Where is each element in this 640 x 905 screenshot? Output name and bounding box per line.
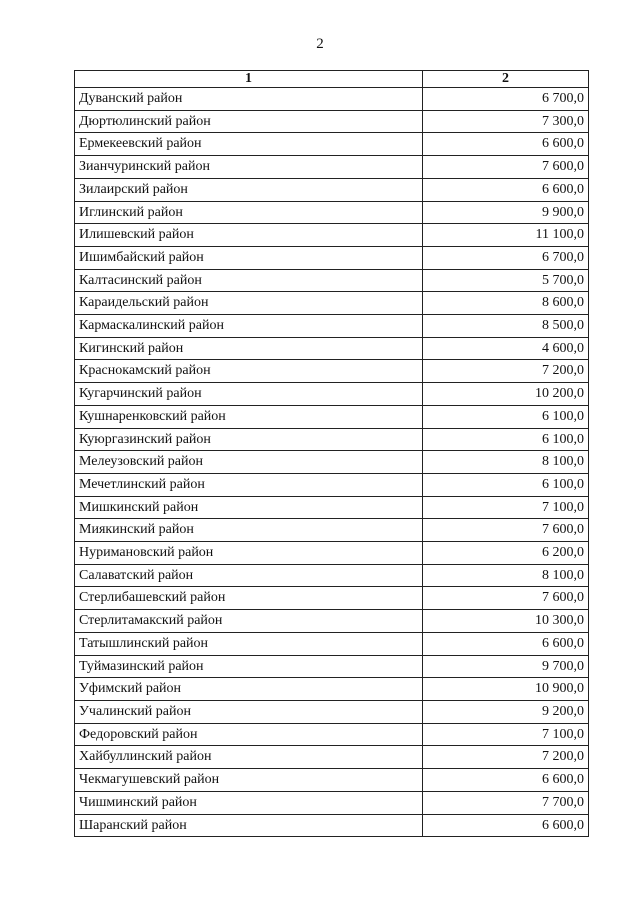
amount-cell: 7 600,0	[423, 587, 589, 610]
amount-cell: 8 100,0	[423, 564, 589, 587]
table-row	[75, 428, 589, 451]
district-name-cell: Чекмагушевский район	[75, 769, 423, 792]
page-number: 2	[316, 36, 324, 52]
district-name-cell: Ишимбайский район	[75, 246, 423, 269]
table-row	[75, 178, 589, 201]
district-name-cell: Стерлибашевский район	[75, 587, 423, 610]
table-row	[75, 723, 589, 746]
table-header-row	[75, 71, 589, 88]
district-name-cell: Мечетлинский район	[75, 473, 423, 496]
table-row	[75, 496, 589, 519]
district-name-cell: Краснокамский район	[75, 360, 423, 383]
table-row	[75, 383, 589, 406]
table-row	[75, 610, 589, 633]
district-name-cell: Мишкинский район	[75, 496, 423, 519]
district-name-cell: Кугарчинский район	[75, 383, 423, 406]
amount-cell: 11 100,0	[423, 224, 589, 247]
amount-cell: 10 900,0	[423, 678, 589, 701]
district-name-cell: Салаватский район	[75, 564, 423, 587]
amount-cell: 7 100,0	[423, 496, 589, 519]
amount-cell: 6 600,0	[423, 133, 589, 156]
amount-cell: 4 600,0	[423, 337, 589, 360]
district-name-cell: Калтасинский район	[75, 269, 423, 292]
district-name-cell: Нуримановский район	[75, 542, 423, 565]
table-row	[75, 110, 589, 133]
table-row	[75, 519, 589, 542]
amount-cell: 9 200,0	[423, 700, 589, 723]
amount-cell: 7 100,0	[423, 723, 589, 746]
amount-cell: 6 700,0	[423, 88, 589, 111]
district-name-cell: Кармаскалинский район	[75, 315, 423, 338]
amount-cell: 6 700,0	[423, 246, 589, 269]
table-row	[75, 246, 589, 269]
district-name-cell: Зианчуринский район	[75, 156, 423, 179]
table-row	[75, 473, 589, 496]
amount-cell: 10 300,0	[423, 610, 589, 633]
district-name-cell: Шаранский район	[75, 814, 423, 837]
amount-cell: 6 600,0	[423, 178, 589, 201]
table-row	[75, 360, 589, 383]
district-name-cell: Зилаирский район	[75, 178, 423, 201]
district-name-cell: Иглинский район	[75, 201, 423, 224]
table-row	[75, 133, 589, 156]
amount-cell: 7 200,0	[423, 360, 589, 383]
table-row	[75, 655, 589, 678]
district-name-cell: Дюртюлинский район	[75, 110, 423, 133]
district-name-cell: Федоровский район	[75, 723, 423, 746]
table-row	[75, 700, 589, 723]
table-row	[75, 791, 589, 814]
table-row	[75, 201, 589, 224]
amount-cell: 6 600,0	[423, 814, 589, 837]
amount-cell: 7 200,0	[423, 746, 589, 769]
column-header-1: 1	[75, 71, 423, 88]
table-row	[75, 814, 589, 837]
amount-cell: 7 600,0	[423, 156, 589, 179]
table-row	[75, 405, 589, 428]
district-name-cell: Караидельский район	[75, 292, 423, 315]
amount-cell: 8 100,0	[423, 451, 589, 474]
amount-cell: 6 600,0	[423, 769, 589, 792]
amount-cell: 6 200,0	[423, 542, 589, 565]
table-row	[75, 88, 589, 111]
table-row	[75, 269, 589, 292]
amount-cell: 7 600,0	[423, 519, 589, 542]
amount-cell: 5 700,0	[423, 269, 589, 292]
table-row	[75, 769, 589, 792]
column-header-2: 2	[423, 71, 589, 88]
table-row	[75, 451, 589, 474]
table-row	[75, 156, 589, 179]
district-name-cell: Туймазинский район	[75, 655, 423, 678]
district-name-cell: Илишевский район	[75, 224, 423, 247]
table-row	[75, 224, 589, 247]
district-name-cell: Куюргазинский район	[75, 428, 423, 451]
table-row	[75, 678, 589, 701]
table-body	[75, 88, 589, 837]
table-row	[75, 564, 589, 587]
table-row	[75, 632, 589, 655]
district-name-cell: Кушнаренковский район	[75, 405, 423, 428]
district-name-cell: Стерлитамакский район	[75, 610, 423, 633]
amount-cell: 8 500,0	[423, 315, 589, 338]
amount-cell: 6 100,0	[423, 428, 589, 451]
district-name-cell: Учалинский район	[75, 700, 423, 723]
district-name-cell: Уфимский район	[75, 678, 423, 701]
amount-cell: 6 600,0	[423, 632, 589, 655]
district-name-cell: Хайбуллинский район	[75, 746, 423, 769]
amount-cell: 8 600,0	[423, 292, 589, 315]
district-name-cell: Ермекеевский район	[75, 133, 423, 156]
district-name-cell: Кигинский район	[75, 337, 423, 360]
amount-cell: 9 700,0	[423, 655, 589, 678]
district-name-cell: Татышлинский район	[75, 632, 423, 655]
district-name-cell: Дуванский район	[75, 88, 423, 111]
amount-cell: 6 100,0	[423, 405, 589, 428]
amount-cell: 9 900,0	[423, 201, 589, 224]
amount-cell: 10 200,0	[423, 383, 589, 406]
district-name-cell: Мелеузовский район	[75, 451, 423, 474]
amount-cell: 7 700,0	[423, 791, 589, 814]
table-row	[75, 587, 589, 610]
amount-cell: 7 300,0	[423, 110, 589, 133]
amount-cell: 6 100,0	[423, 473, 589, 496]
table-row	[75, 746, 589, 769]
district-name-cell: Чишминский район	[75, 791, 423, 814]
district-allocation-table	[74, 70, 589, 837]
table-row	[75, 337, 589, 360]
table-row	[75, 542, 589, 565]
table-row	[75, 315, 589, 338]
district-name-cell: Миякинский район	[75, 519, 423, 542]
table-row	[75, 292, 589, 315]
